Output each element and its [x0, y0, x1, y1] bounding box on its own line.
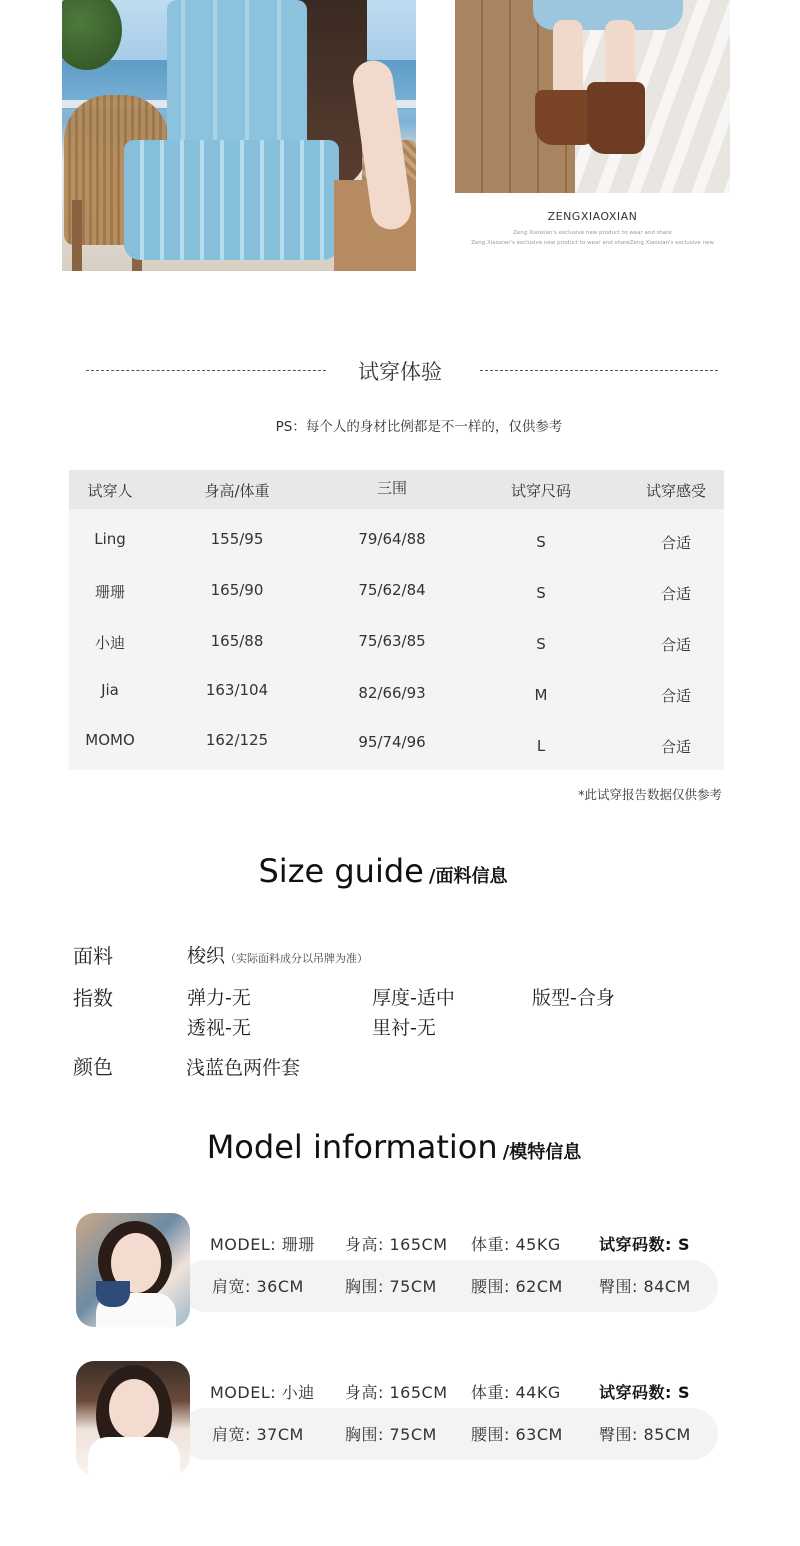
table-cell-measurements: 75/63/85 — [358, 632, 426, 650]
lining-value: 里衬-无 — [372, 1017, 436, 1039]
table-cell-tester: Ling — [94, 530, 126, 548]
tryon-note: PS：每个人的身材比例都是不一样的，仅供参考 — [275, 419, 563, 435]
table-cell-size: S — [536, 584, 546, 602]
table-cell-size: S — [536, 635, 546, 653]
color-value: 浅蓝色两件套 — [186, 1057, 301, 1079]
table-cell-tester: MOMO — [85, 731, 135, 749]
table-cell-measurements: 95/74/96 — [358, 733, 426, 751]
model-info-title-en: Model information — [206, 1128, 498, 1166]
table-cell-height-weight: 165/90 — [210, 581, 264, 599]
model-chest: 胸围: 75CM — [345, 1425, 437, 1444]
model-hip: 臀围: 84CM — [599, 1277, 691, 1296]
model-name: MODEL: 珊珊 — [210, 1235, 315, 1254]
table-cell-measurements: 75/62/84 — [358, 581, 426, 599]
fabric-type: 梭织 — [187, 945, 226, 967]
product-photo-boots — [455, 0, 730, 193]
header-feeling: 试穿感受 — [645, 482, 706, 500]
table-cell-size: S — [536, 533, 546, 551]
header-measurements: 三围 — [376, 479, 407, 497]
table-cell-height-weight: 162/125 — [205, 731, 269, 749]
elasticity-value: 弹力-无 — [187, 987, 251, 1009]
table-cell-height-weight: 163/104 — [205, 681, 269, 699]
table-cell-height-weight: 155/95 — [210, 530, 264, 548]
table-cell-height-weight: 165/88 — [210, 632, 264, 650]
table-cell-tester: 珊珊 — [94, 583, 125, 601]
table-cell-tester: Jia — [101, 681, 119, 699]
color-label: 颜色 — [73, 1055, 113, 1079]
table-cell-feeling: 合适 — [660, 534, 691, 552]
table-cell-feeling: 合适 — [660, 636, 691, 654]
table-cell-size: M — [534, 686, 548, 704]
fabric-label: 面料 — [73, 944, 113, 968]
model-chest: 胸围: 75CM — [345, 1277, 437, 1296]
fit-value: 版型-合身 — [532, 987, 615, 1009]
header-height-weight: 身高/体重 — [204, 482, 270, 500]
transparency-value: 透视-无 — [187, 1017, 251, 1039]
size-guide-title-en: Size guide — [258, 852, 424, 890]
table-cell-feeling: 合适 — [660, 738, 691, 756]
brand-tagline-repeat: Zeng Xiaoxian's exclusive new product to wear and shareZeng Xiaoxian's exclusive new — [471, 240, 714, 246]
header-tester: 试穿人 — [87, 482, 133, 500]
tryon-footnote: *此试穿报告数据仅供参考 — [578, 787, 722, 802]
model-size: 试穿码数: S — [599, 1235, 690, 1254]
model-name: MODEL: 小迪 — [210, 1383, 315, 1402]
header-size: 试穿尺码 — [510, 482, 571, 500]
table-cell-feeling: 合适 — [660, 585, 691, 603]
model-weight: 体重: 44KG — [471, 1383, 561, 1402]
product-photo-seaside — [62, 0, 416, 271]
brand-tagline: Zeng Xiaoxian's exclusive new product to wear and share — [513, 230, 672, 236]
fabric-value — [187, 941, 368, 968]
model-waist: 腰围: 62CM — [471, 1277, 563, 1296]
model-height: 身高: 165CM — [345, 1383, 448, 1402]
model-waist: 腰围: 63CM — [471, 1425, 563, 1444]
index-label: 指数 — [73, 986, 113, 1010]
title-divider-right — [480, 370, 718, 371]
model-info-title-cn: /模特信息 — [502, 1142, 582, 1163]
table-cell-feeling: 合适 — [660, 687, 691, 705]
model-size: 试穿码数: S — [599, 1383, 690, 1402]
brand-name: ZENGXIAOXIAN — [547, 210, 638, 223]
tryon-table — [69, 470, 724, 770]
size-guide-title-cn: /面料信息 — [428, 866, 508, 887]
model-weight: 体重: 45KG — [471, 1235, 561, 1254]
model-shoulder: 肩宽: 37CM — [212, 1425, 304, 1444]
table-cell-measurements: 79/64/88 — [358, 530, 426, 548]
tryon-title: 试穿体验 — [358, 360, 442, 384]
title-divider-left — [86, 370, 326, 371]
model-avatar — [76, 1213, 190, 1327]
model-shoulder: 肩宽: 36CM — [212, 1277, 304, 1296]
size-guide-title — [0, 852, 766, 890]
thickness-value: 厚度-适中 — [372, 987, 455, 1009]
table-cell-tester: 小迪 — [94, 634, 125, 652]
model-height: 身高: 165CM — [345, 1235, 448, 1254]
table-cell-size: L — [536, 737, 546, 755]
model-info-title — [0, 1128, 788, 1166]
model-hip: 臀围: 85CM — [599, 1425, 691, 1444]
table-cell-measurements: 82/66/93 — [358, 684, 426, 702]
fabric-note: （实际面料成分以吊牌为准） — [225, 952, 369, 965]
model-avatar — [76, 1361, 190, 1475]
